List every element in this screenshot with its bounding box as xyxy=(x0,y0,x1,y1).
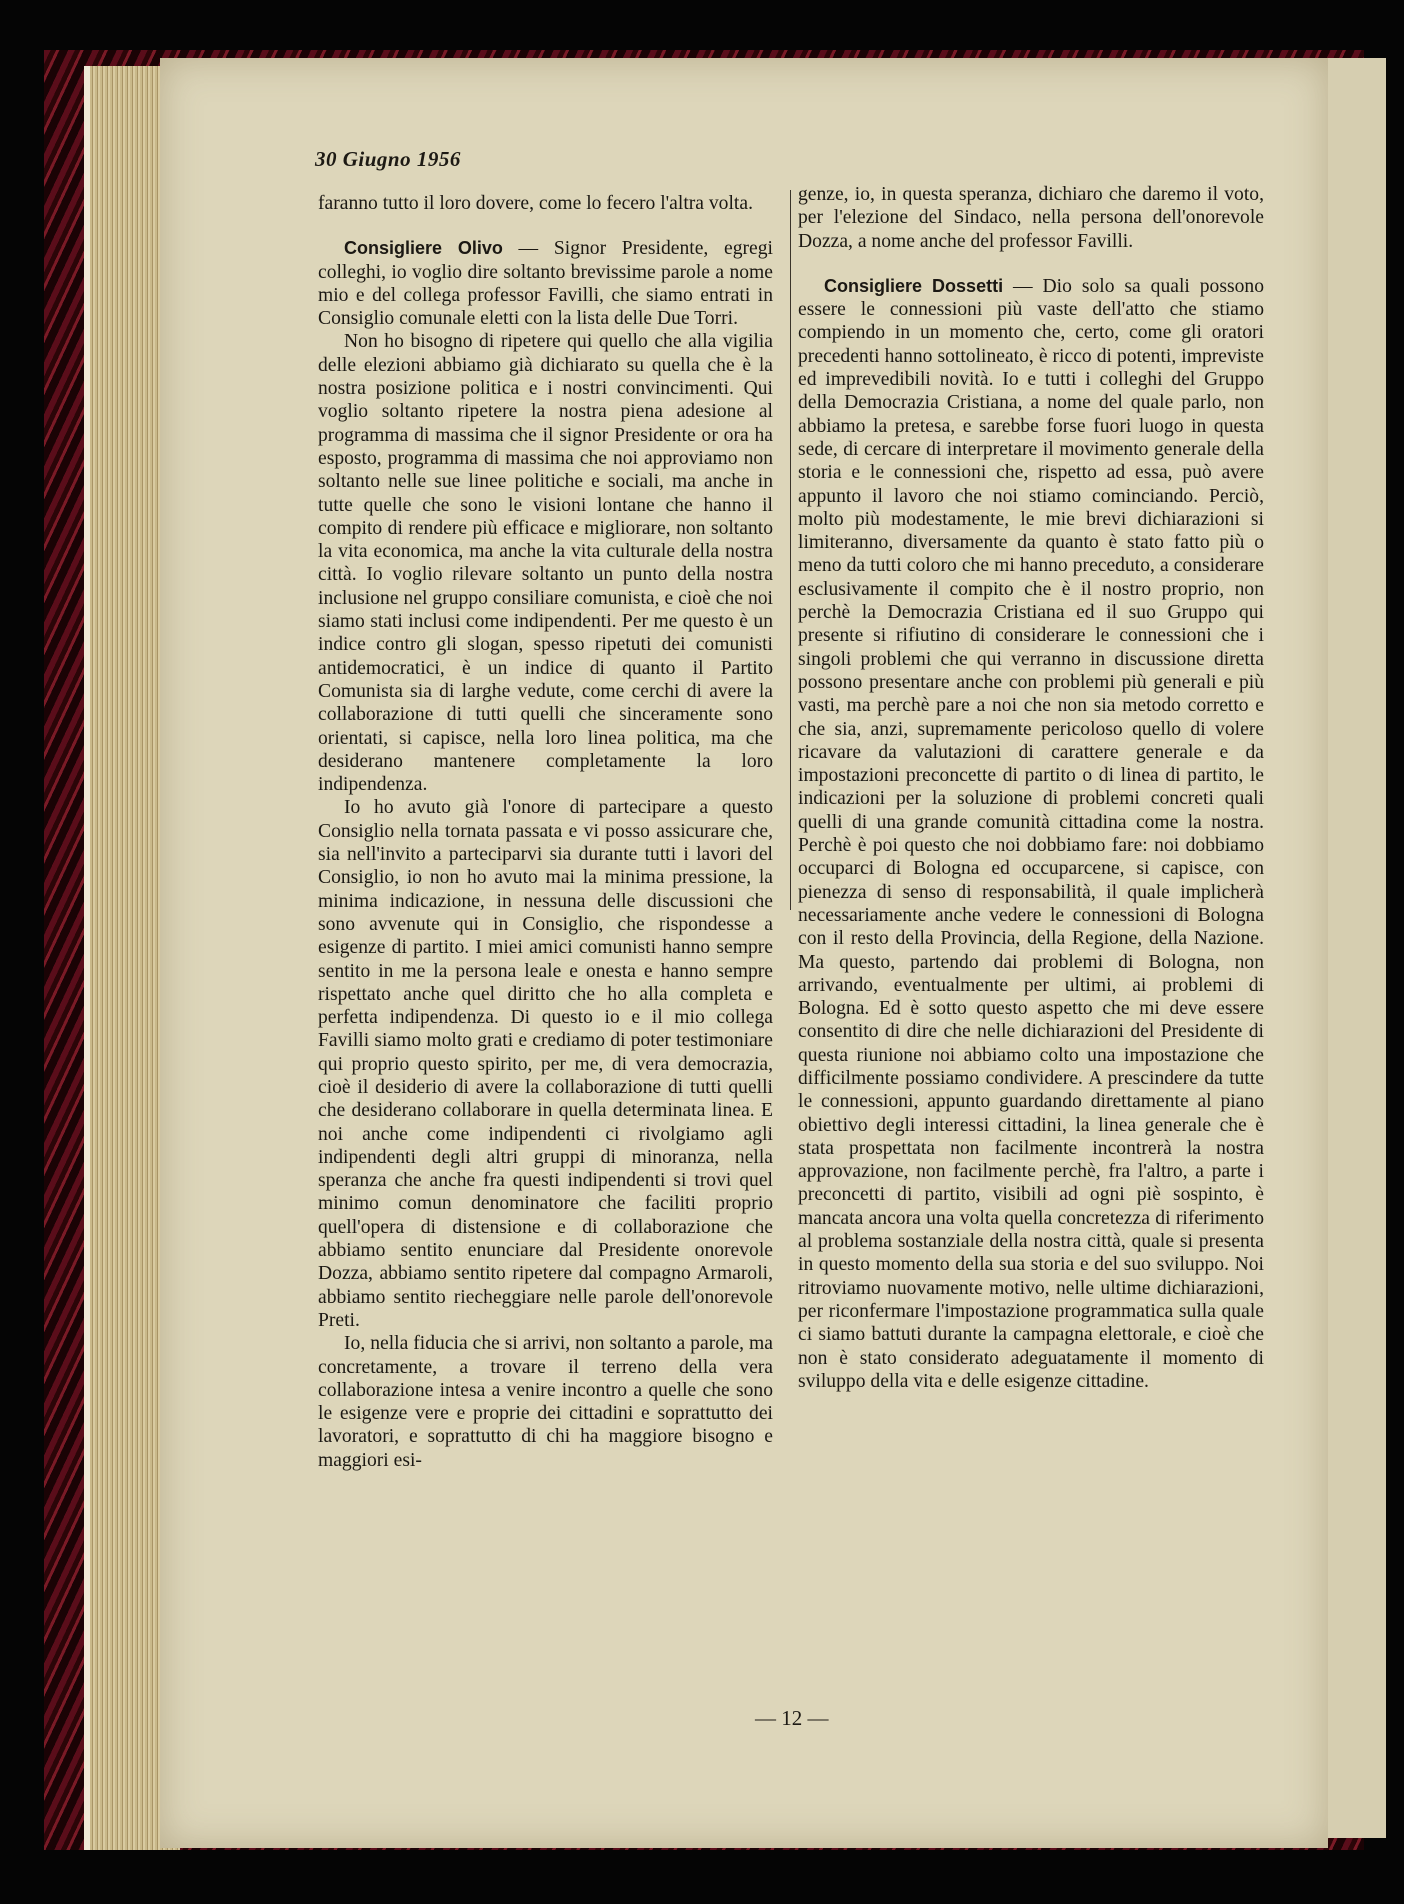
right-column xyxy=(798,183,1264,1393)
paragraph: Io, nella fiducia che si arrivi, non soltanto a parole, ma concretamente, a trovare il terreno della vera collaborazione intesa a venire incontro a quelle che sono le esigenze vere e proprie dei cittadini e soprattutto dei lavoratori, e soprattutto di chi ha maggiore bisogno e maggiori esi- xyxy=(318,1333,773,1471)
paragraph: Io ho avuto già l'onore di partecipare a questo Consiglio nella tornata passata e vi posso assicurare che, sia nell'invito a parteciparvi sia durante tutti i lavori del Consiglio, io non ho avuto mai la minima pressione, la minima indicazione, in nessuna delle discussioni che sono avvenute qui in Consiglio, che rispondesse a esigenze di partito. I miei amici comunisti hanno sempre sentito in me la persona leale e onesta e hanno sempre rispettato anche quel diritto che ho alla completa e perfetta indipendenza. Di questo io e il mio collega Favilli siamo molto grati e crediamo di poter testimoniare qui proprio questo spirito, per me, di vera democrazia, cioè il desiderio di avere la collaborazione di tutti quelli che desiderano collaborare in quella determinata linea. E noi anche come indipendenti ci rivolgiamo agli indipendenti degli altri gruppi di minoranza, nella speranza che anche fra questi indipendenti si trovi quel minimo comun denominatore che faciliti proprio quell'opera di distensione e di collaborazione che abbiamo sentito enunciare dal Presidente onorevole Dozza, abbiamo sentito ripetere dal compagno Armaroli, abbiamo sentito riecheggiare nelle parole dell'onorevole Preti. xyxy=(318,797,773,1331)
paragraph: faranno tutto il loro dovere, come lo fecero l'altra volta. xyxy=(318,193,753,214)
facing-page-edge xyxy=(1326,58,1386,1838)
speaker-name: Consigliere Dossetti xyxy=(824,275,1004,296)
left-column xyxy=(318,192,773,1472)
paragraph-dossetti xyxy=(798,275,1264,1393)
paragraph: Non ho bisogno di ripetere qui quello che alla vigilia delle elezioni abbiamo già dichiarato su quella che è la nostra posizione politica e i nostri convincimenti. Qui voglio soltanto ripetere la nostra piena adesione al programma di massima che il signor Presidente or ora ha esposto, programma di massima che noi approviamo non soltanto nelle sue linee politiche e sociali, ma anche in tutte quelle che sono le visioni lontane che hanno il compito di rendere più efficace e migliorare, non soltanto la vita economica, ma anche la vita culturale della nostra città. Io voglio rilevare soltanto un punto della nostra inclusione nel gruppo consiliare comunista, e cioè che noi siamo stati inclusi come indipendenti. Per me questo è un indice contro gli slogan, spesso ripetuti dei comunisti antidemocratici, è un indice di quanto il Partito Comunista sia di larghe vedute, come cerchi di avere la collaborazione di tutti quelli che sinceramente sono orientati, si capisce, nella loro linea politica, ma che desiderano mantenere completamente la loro indipendenza. xyxy=(318,331,773,796)
page-number: — 12 — xyxy=(755,1706,829,1730)
speaker-name: Consigliere Olivo xyxy=(344,238,503,259)
speech-text: — Dio solo sa quali possono essere le connessioni più vaste dell'atto che stiamo compiendo in un momento che, certo, come gli oratori precedenti hanno sottolineato, è ricco di potenti, impreviste ed imprevedibili novità. Io e tutti i colleghi del Gruppo della Democrazia Cristiana, a nome del quale parlo, non abbiamo la pretesa, e sarebbe forse fuori luogo in questa sede, di cercare di interpretare il movimento generale della storia e le connessioni che, rispetto ad essa, può avere appunto il lavoro che noi stiamo cominciando. Perciò, molto più modestamente, le mie brevi dichiarazioni si limiteranno, diversamente da quanto è stato fatto più o meno da tutti coloro che mi hanno preceduto, a considerare esclusivamente il compito che è il nostro proprio, non perchè la Democrazia Cristiana ed il suo Gruppo qui presente si rifiutino di considerare le connessioni che i singoli problemi che qui verranno in discussione diretta possono presentare anche con problemi più generali e più vasti, ma perchè pare a noi che non sia metodo corretto e che sia, anzi, supremamente pericoloso quello di volere ricavare da valutazioni di carattere generale e da impostazioni preconcette di partito o di linea di partito, le indicazioni per la soluzione di problemi concreti quali quelli di una grande comunità cittadina come la nostra. Perchè è poi questo che noi dobbiamo fare: noi dobbiamo occuparci di Bologna ed occuparcene, si capisce, con pienezza di senso di responsabilità, il quale implicherà necessariamente anche vedere le connessioni di Bologna con il resto della Provincia, della Regione, della Nazione. Ma questo, partendo dai problemi di Bologna, non arrivando, eventualmente per ultimi, ai problemi di Bologna. Ed è sotto questo aspetto che mi deve essere consentito di dire che nelle dichiarazioni del Presidente di questa riunione noi abbiamo colto una impostazione che difficilmente possiamo condividere. A prescindere da tutte le connessioni, appunto guardando direttamente al piano obiettivo degli interessi cittadini, la linea generale che è stata prospettata non facilmente incontrerà la nostra approvazione, non facilmente perchè, fra l'altro, a parte i preconcetti di partito, visibili ad ogni piè sospinto, è mancata ancora una volta quella concretezza di riferimento al problema sostanziale della nostra città, quale si presenta in questo momento della sua storia e del suo sviluppo. Noi ritroviamo nuovamente motivo, nelle ultime dichiarazioni, per riconfermare l'impostazione programmatica sulla quale ci siamo battuti durante la campagna elettorale, e cioè che non è stato considerato adeguatamente il momento di sviluppo della vita e delle esigenze cittadine. xyxy=(798,275,1264,1392)
column-rule xyxy=(790,190,791,910)
speech-text: — Signor Presidente, egregi colleghi, io voglio dire soltanto brevissime parole a nome mio e del collega professor Favilli, che siamo entrati in Consiglio comunale eletti con la lista delle Due Torri. xyxy=(318,238,773,330)
paragraph-olivo xyxy=(318,237,773,330)
running-head: 30 Giugno 1956 xyxy=(315,147,461,171)
paragraph: genze, io, in questa speranza, dichiaro che daremo il voto, per l'elezione del Sindaco, nella persona dell'onorevole Dozza, a nome anche del professor Favilli. xyxy=(798,184,1264,252)
